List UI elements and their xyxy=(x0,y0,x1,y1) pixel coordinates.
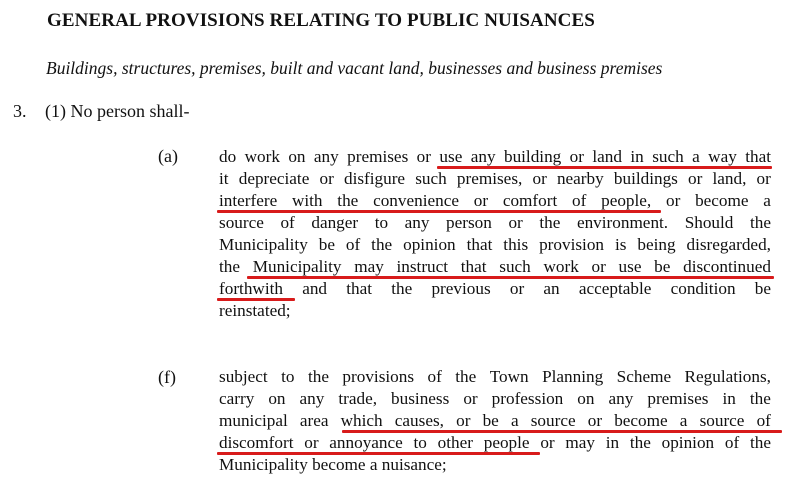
word: profession xyxy=(491,389,564,408)
word: area xyxy=(299,411,329,430)
word: the xyxy=(629,433,651,452)
section-lead-text: (1) No person shall- xyxy=(45,101,190,121)
word: disregarded, xyxy=(686,235,771,254)
word: any xyxy=(470,147,496,166)
word: do xyxy=(219,147,237,166)
word: opinion xyxy=(403,235,456,254)
word: that xyxy=(346,279,373,298)
word: in xyxy=(605,433,620,452)
word: be xyxy=(318,235,335,254)
word: any xyxy=(299,389,325,408)
word: that xyxy=(460,257,487,276)
clause-f-line-3 xyxy=(219,410,771,432)
word: work xyxy=(543,257,579,276)
word: such xyxy=(415,169,447,188)
word: is xyxy=(614,235,627,254)
clause-a-line-7 xyxy=(219,278,771,300)
word: of xyxy=(280,213,295,232)
word: to xyxy=(374,213,389,232)
word: the xyxy=(391,279,413,298)
word: may xyxy=(354,257,384,276)
highlight-underline-f-1 xyxy=(342,430,782,433)
word: condition xyxy=(670,279,736,298)
word: being xyxy=(637,235,676,254)
word: danger xyxy=(311,213,359,232)
clause-f-line-2 xyxy=(219,388,771,410)
clause-a-line-2 xyxy=(219,168,771,190)
word: it xyxy=(219,169,229,188)
word: of xyxy=(756,411,771,430)
section-heading: GENERAL PROVISIONS RELATING TO PUBLIC NUISANCES xyxy=(47,10,595,31)
highlight-underline-a-1 xyxy=(437,166,772,169)
word: such xyxy=(652,147,684,166)
word: or xyxy=(416,147,431,166)
clause-a-line-3 xyxy=(219,190,771,212)
word: on xyxy=(268,389,286,408)
word: the xyxy=(539,213,561,232)
word: annoyance xyxy=(329,433,403,452)
clause-a-label: (a) xyxy=(158,146,178,166)
highlight-underline-a-2 xyxy=(217,210,661,213)
word: to xyxy=(281,367,295,386)
word: carry xyxy=(219,389,255,408)
word: Regulations, xyxy=(684,367,771,386)
word: a xyxy=(692,147,700,166)
word: of xyxy=(572,191,587,210)
word: source xyxy=(699,411,745,430)
word: of xyxy=(345,235,361,254)
word: instruct xyxy=(396,257,449,276)
word: opinion xyxy=(661,433,715,452)
word: the xyxy=(749,389,771,408)
word: or xyxy=(587,411,603,430)
word: be xyxy=(482,411,499,430)
section-subheading: Buildings, structures, premises, built and vacant land, businesses and business premises xyxy=(46,58,663,78)
word: the xyxy=(455,367,477,386)
word: an xyxy=(543,279,560,298)
word: may xyxy=(565,433,595,452)
word: premises xyxy=(647,389,709,408)
word: interfere xyxy=(219,191,278,210)
word: or xyxy=(456,411,471,430)
word: to xyxy=(413,433,427,452)
highlight-underline-a-3 xyxy=(247,276,774,279)
word: which xyxy=(340,411,383,430)
word: premises xyxy=(347,147,409,166)
word: be xyxy=(654,257,671,276)
word: person xyxy=(446,213,492,232)
word: nearby xyxy=(556,169,604,188)
word: discomfort xyxy=(219,433,294,452)
word: or xyxy=(473,191,489,210)
word: buildings xyxy=(613,169,678,188)
word: provision xyxy=(539,235,605,254)
word: a xyxy=(679,411,688,430)
word: the xyxy=(219,257,240,276)
word: work xyxy=(244,147,280,166)
word: on xyxy=(288,147,306,166)
section-number: 3. xyxy=(13,101,27,121)
clause-a-line-6 xyxy=(219,256,771,278)
word: people xyxy=(483,433,530,452)
word: with xyxy=(291,191,323,210)
word: the xyxy=(307,367,329,386)
word: subject xyxy=(219,367,268,386)
word: causes, xyxy=(394,411,444,430)
word: of xyxy=(427,367,442,386)
highlight-underline-a-4 xyxy=(217,298,295,301)
word: forthwith xyxy=(219,279,283,298)
word: way xyxy=(708,147,737,166)
clause-f-line-5: Municipality become a nuisance; xyxy=(219,455,447,474)
word: the xyxy=(337,191,359,210)
word: or xyxy=(756,169,771,188)
word: premises, xyxy=(456,169,523,188)
word: such xyxy=(499,257,531,276)
word: in xyxy=(722,389,736,408)
word: business xyxy=(391,389,450,408)
word: or xyxy=(319,169,334,188)
word: Should xyxy=(684,213,734,232)
word: use xyxy=(439,147,463,166)
word: or xyxy=(569,147,584,166)
word: and xyxy=(302,279,328,298)
word: use xyxy=(618,257,642,276)
word: other xyxy=(437,433,473,452)
word: or xyxy=(591,257,606,276)
word: source xyxy=(530,411,576,430)
word: become xyxy=(695,191,749,210)
word: previous xyxy=(431,279,491,298)
word: environment. xyxy=(576,213,669,232)
word: any xyxy=(608,389,634,408)
clause-a-line-4 xyxy=(219,212,771,234)
word: Planning xyxy=(542,367,604,386)
word: or xyxy=(508,213,523,232)
word: land xyxy=(592,147,622,166)
word: or xyxy=(540,433,555,452)
word: land, xyxy=(712,169,747,188)
word: of xyxy=(724,433,740,452)
word: Municipality xyxy=(252,257,342,276)
clause-f-line-1 xyxy=(219,366,771,388)
word: source xyxy=(219,213,264,232)
word: or xyxy=(463,389,478,408)
word: or xyxy=(509,279,525,298)
word: discontinued xyxy=(683,257,771,276)
word: municipal xyxy=(219,411,288,430)
word: convenience xyxy=(373,191,459,210)
word: building xyxy=(503,147,562,166)
word: in xyxy=(630,147,644,166)
word: become xyxy=(614,411,668,430)
word: Scheme xyxy=(616,367,672,386)
word: the xyxy=(749,433,771,452)
clause-a-line-5 xyxy=(219,234,771,256)
word: a xyxy=(510,411,519,430)
word: trade, xyxy=(338,389,378,408)
word: provisions xyxy=(342,367,415,386)
clause-f-line-4 xyxy=(219,432,771,454)
word: any xyxy=(313,147,339,166)
word: that xyxy=(745,147,771,166)
word: Town xyxy=(489,367,529,386)
word: people, xyxy=(601,191,652,210)
word: or xyxy=(688,169,703,188)
word: or xyxy=(304,433,319,452)
word: acceptable xyxy=(578,279,652,298)
clause-f-label: (f) xyxy=(158,367,176,387)
word: depreciate xyxy=(238,169,310,188)
clause-a-line-8: reinstated; xyxy=(219,301,291,320)
clause-a-line-1 xyxy=(219,146,771,168)
word: any xyxy=(404,213,430,232)
word: disfigure xyxy=(343,169,406,188)
word: or xyxy=(665,191,681,210)
word: the xyxy=(749,213,771,232)
word: Municipality xyxy=(219,235,308,254)
highlight-underline-f-2 xyxy=(217,452,540,455)
word: be xyxy=(754,279,771,298)
word: on xyxy=(577,389,595,408)
word: or xyxy=(532,169,547,188)
word: that xyxy=(466,235,493,254)
word: this xyxy=(503,235,529,254)
word: a xyxy=(763,191,771,210)
word: comfort xyxy=(502,191,558,210)
word: the xyxy=(371,235,393,254)
